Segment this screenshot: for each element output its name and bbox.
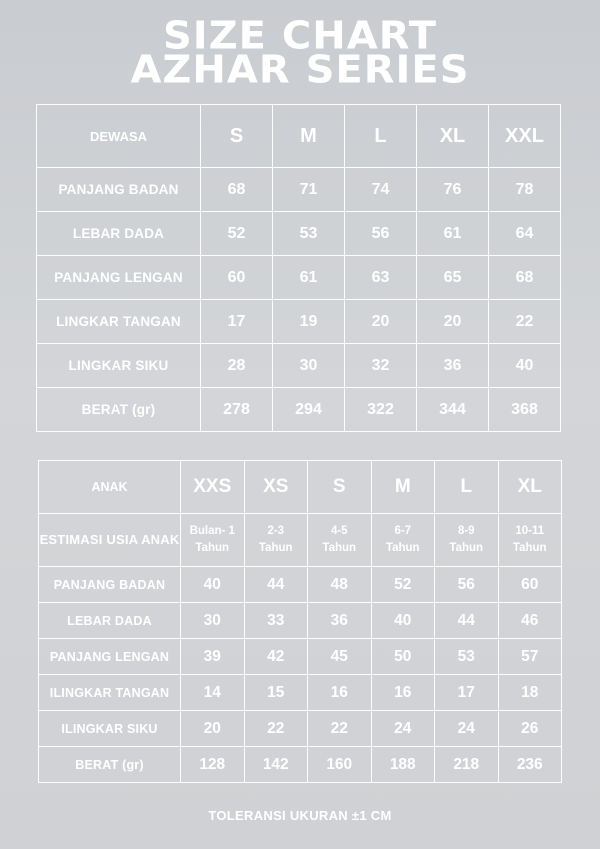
table-cell: 61 (417, 212, 489, 256)
row-label: LEBAR DADA (39, 603, 181, 639)
table-cell: 36 (417, 344, 489, 388)
table-cell: 50 (371, 639, 435, 675)
tolerance-note: TOLERANSI UKURAN ±1 CM (208, 808, 392, 823)
table-cell: 294 (273, 388, 345, 432)
age-unit: Tahun (322, 542, 357, 554)
row-label: ESTIMASI USIA ANAK (39, 514, 181, 567)
age-range: 10-11 (515, 524, 545, 537)
age-cell (498, 514, 562, 567)
table-row (37, 388, 561, 432)
table-cell: 17 (435, 675, 499, 711)
table-cell: 65 (417, 256, 489, 300)
size-header: XS (244, 461, 308, 514)
size-header: S (308, 461, 372, 514)
table-cell: 15 (244, 675, 308, 711)
table-cell: 68 (201, 168, 273, 212)
table-header-row (39, 461, 562, 514)
page-title: SIZE CHART (162, 14, 438, 58)
table-row (39, 747, 562, 783)
size-header: XXS (181, 461, 245, 514)
row-label: PANJANG LENGAN (37, 256, 201, 300)
table-cell: 63 (345, 256, 417, 300)
table-cell: 20 (417, 300, 489, 344)
table-cell: 24 (371, 711, 435, 747)
table-cell: 22 (489, 300, 561, 344)
table-row (39, 567, 562, 603)
table-row (39, 603, 562, 639)
table-cell: 48 (308, 567, 372, 603)
table-cell: 60 (201, 256, 273, 300)
row-label: PANJANG BADAN (39, 567, 181, 603)
table-cell: 218 (435, 747, 499, 783)
table-cell: 71 (273, 168, 345, 212)
size-header: M (273, 105, 345, 168)
age-range: 4-5 (330, 524, 348, 537)
row-label: ILINGKAR SIKU (39, 711, 181, 747)
table-cell: 74 (345, 168, 417, 212)
table-cell: 28 (201, 344, 273, 388)
table-cell: 36 (308, 603, 372, 639)
row-label: ILINGKAR TANGAN (39, 675, 181, 711)
table-cell: 30 (181, 603, 245, 639)
table-row (37, 168, 561, 212)
table-cell: 14 (181, 675, 245, 711)
table-cell: 52 (371, 567, 435, 603)
table-row (39, 639, 562, 675)
table-row (37, 300, 561, 344)
table-cell: 22 (244, 711, 308, 747)
table-cell: 39 (181, 639, 245, 675)
table-cell: 40 (489, 344, 561, 388)
row-label: BERAT (gr) (39, 747, 181, 783)
age-unit: Tahun (512, 542, 547, 554)
table-cell: 32 (345, 344, 417, 388)
table-cell: 56 (435, 567, 499, 603)
size-header: L (345, 105, 417, 168)
table-cell: 76 (417, 168, 489, 212)
table-cell: 24 (435, 711, 499, 747)
size-header: XL (498, 461, 562, 514)
row-label: PANJANG LENGAN (39, 639, 181, 675)
table-header-label: DEWASA (37, 105, 201, 168)
table-cell: 16 (371, 675, 435, 711)
age-cell (244, 514, 308, 567)
table-cell: 78 (489, 168, 561, 212)
table-cell: 128 (181, 747, 245, 783)
table-cell: 20 (181, 711, 245, 747)
age-cell (371, 514, 435, 567)
table-cell: 344 (417, 388, 489, 432)
table-cell: 61 (273, 256, 345, 300)
table-cell: 142 (244, 747, 308, 783)
table-header-row (37, 105, 561, 168)
size-header: XL (417, 105, 489, 168)
row-label: LINGKAR TANGAN (37, 300, 201, 344)
table-cell: 22 (308, 711, 372, 747)
table-row (37, 344, 561, 388)
table-cell: 44 (244, 567, 308, 603)
table-cell: 42 (244, 639, 308, 675)
table-cell: 53 (435, 639, 499, 675)
table-cell: 68 (489, 256, 561, 300)
age-unit: Tahun (449, 542, 484, 554)
row-label: PANJANG BADAN (37, 168, 201, 212)
table-cell: 19 (273, 300, 345, 344)
table-cell: 64 (489, 212, 561, 256)
table-cell: 17 (201, 300, 273, 344)
adult-size-table (36, 104, 561, 432)
table-cell: 368 (489, 388, 561, 432)
table-cell: 188 (371, 747, 435, 783)
page-subtitle: AZHAR SERIES (130, 48, 470, 92)
age-range: 8-9 (457, 524, 475, 537)
age-range: 6-7 (394, 524, 412, 537)
table-cell: 33 (244, 603, 308, 639)
table-cell: 236 (498, 747, 562, 783)
age-unit: Tahun (258, 542, 293, 554)
table-cell: 160 (308, 747, 372, 783)
table-cell: 278 (201, 388, 273, 432)
table-cell: 44 (435, 603, 499, 639)
age-cell (181, 514, 245, 567)
age-range: Bulan- 1 (189, 524, 235, 537)
row-label: LEBAR DADA (37, 212, 201, 256)
table-cell: 53 (273, 212, 345, 256)
table-header-label: ANAK (39, 461, 181, 514)
table-row (37, 256, 561, 300)
table-cell: 57 (498, 639, 562, 675)
table-row (39, 675, 562, 711)
size-header: M (371, 461, 435, 514)
size-header: S (201, 105, 273, 168)
age-cell (308, 514, 372, 567)
row-label: BERAT (gr) (37, 388, 201, 432)
table-row (37, 212, 561, 256)
table-row (39, 711, 562, 747)
table-row-age (39, 514, 562, 567)
age-unit: Tahun (195, 542, 230, 554)
size-header: L (435, 461, 499, 514)
table-cell: 322 (345, 388, 417, 432)
table-cell: 60 (498, 567, 562, 603)
age-unit: Tahun (385, 542, 420, 554)
size-header: XXL (489, 105, 561, 168)
table-cell: 18 (498, 675, 562, 711)
table-cell: 26 (498, 711, 562, 747)
table-cell: 16 (308, 675, 372, 711)
table-cell: 46 (498, 603, 562, 639)
table-cell: 30 (273, 344, 345, 388)
row-label: LINGKAR SIKU (37, 344, 201, 388)
table-cell: 52 (201, 212, 273, 256)
kids-size-table (38, 460, 562, 783)
table-cell: 45 (308, 639, 372, 675)
table-cell: 40 (371, 603, 435, 639)
table-cell: 56 (345, 212, 417, 256)
age-cell (435, 514, 499, 567)
age-range: 2-3 (267, 524, 285, 537)
table-cell: 40 (181, 567, 245, 603)
table-cell: 20 (345, 300, 417, 344)
